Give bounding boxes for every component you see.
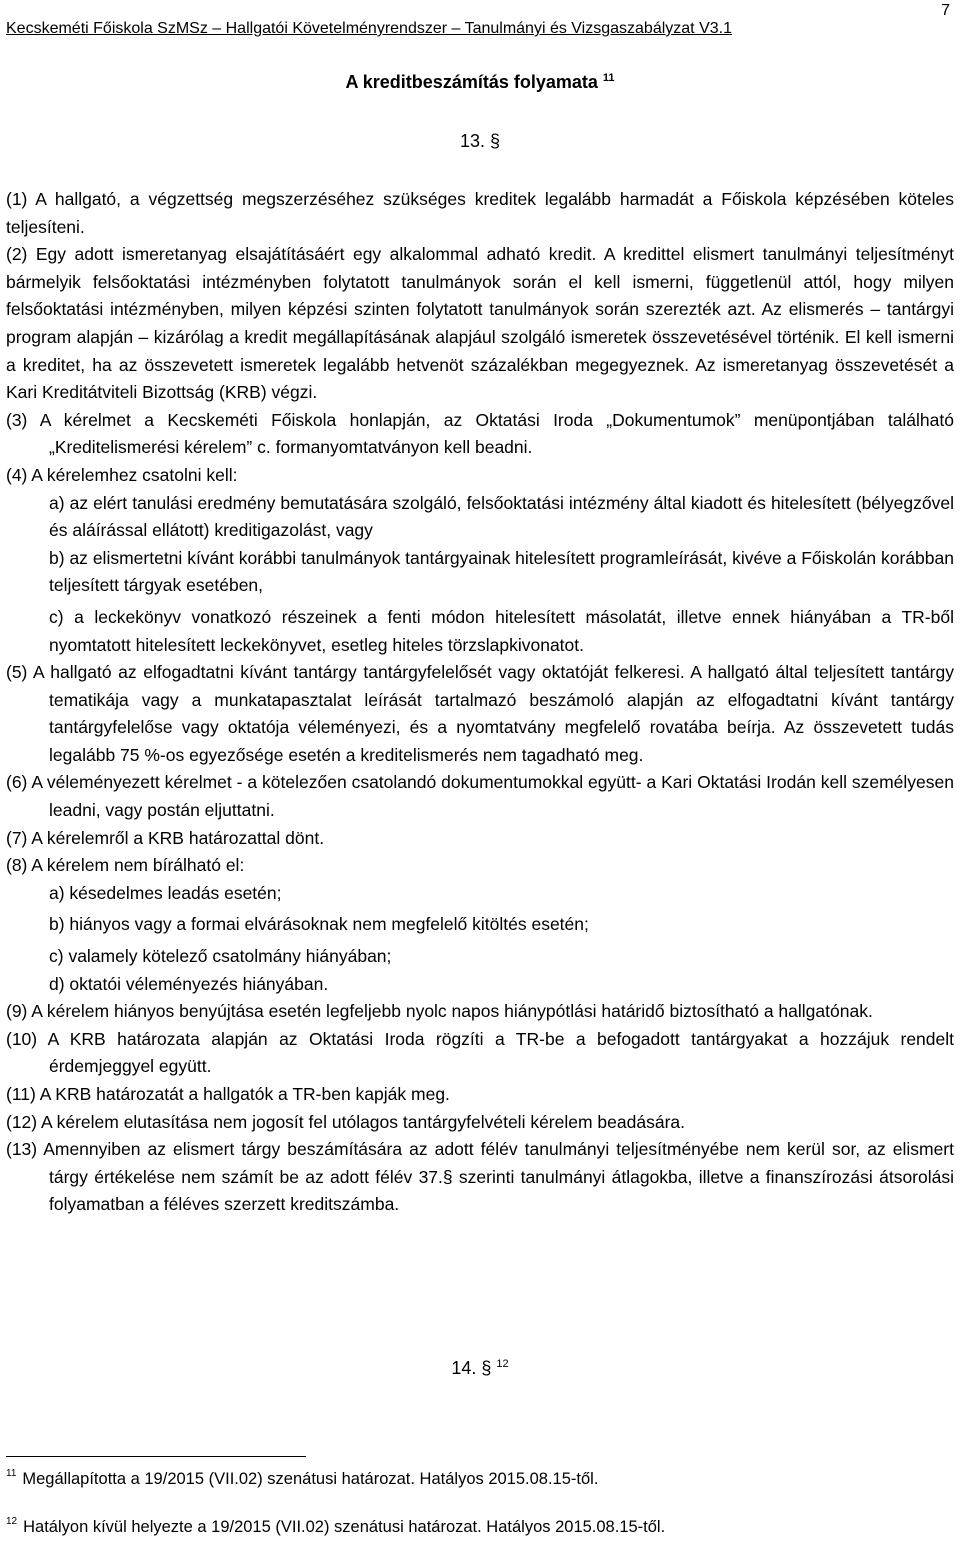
clause-11: (11) A KRB határozatát a hallgatók a TR-ben kapják meg. <box>6 1084 450 1104</box>
clause-3: (3) A kérelmet a Kecskeméti Főiskola honlapján, az Oktatási Iroda „Dokumentumok” menüpontjában található „Kreditelismerési kérelem” c. formanyomtatványon kell beadni. <box>6 409 954 458</box>
clause-8d: d) oktatói véleményezés hiányában. <box>49 973 329 994</box>
footnote-ref-12[interactable]: 12 <box>496 1358 509 1370</box>
clause-4b: b) az elismertetni kívánt korábbi tanulmányok tantárgyainak hitelesített programleírását, kivéve a Főiskolán korábban teljesített tárgyak esetében, <box>49 547 954 596</box>
section-heading <box>0 72 960 93</box>
heading-text: A kreditbeszámítás folyamata <box>345 72 598 92</box>
page-number: 7 <box>941 2 950 19</box>
page-header <box>6 2 950 44</box>
clause-10: (10) A KRB határozata alapján az Oktatási Iroda rögzíti a TR-be a befogadott tantárgyakat a hozzájuk rendelt érdemjeggyel együtt. <box>6 1028 954 1077</box>
clause-5: (5) A hallgató az elfogadtatni kívánt tantárgy tantárgyfelelősét vagy oktatóját felkeresi. A hallgató által teljesített tantárgy tematikája vagy a munkatapasztalat leírását tartalmazó beszámoló alapján az elfogadtatni kívánt tantárgy tantárgyfelelőse vagy oktatója véleményezi, és a nyomtatvány megfelelő rovatába beírja. Az összevetett tudás legalább 75 %-os egyezősége esetén a kreditelismerés nem tagadható meg. <box>6 662 954 765</box>
clause-4a: a) az elért tanulási eredmény bemutatására szolgáló, felsőoktatási intézmény által kiadott és hitelesített (bélyegzővel és aláírással ellátott) kreditigazolást, vagy <box>49 492 954 541</box>
clause-8a: a) késedelmes leadás esetén; <box>49 882 282 903</box>
clause-7: (7) A kérelemről a KRB határozattal dönt. <box>6 827 325 848</box>
clause-13: (13) Amennyiben az elismert tárgy beszámítására az adott félév tanulmányi teljesítményébe nem kerül sor, az elismert tárgy értékelése nem számít be az adott félév 37.§ szerinti tanulmányi átlagokba, illetve a finanszírozási átsorolási folyamatban a féléves szerzett kreditszámba. <box>6 1139 954 1215</box>
footnote-number: 11 <box>6 1468 17 1479</box>
clause-4c: c) a leckekönyv vonatkozó részeinek a fenti módon hitelesített másolatát, illetve ennek hiányában a TR-ből nyomtatott hitelesített leckekönyvet, esetleg hiteles törzslapkivonatot. <box>49 606 954 655</box>
footnote-ref-11[interactable]: 11 <box>602 72 615 84</box>
clause-6: (6) A véleményezett kérelmet - a kötelezően csatolandó dokumentumokkal együtt- a Kari Oktatási Irodán kell személyesen leadni, vagy postán eljuttatni. <box>6 772 954 821</box>
footnote-11 <box>6 1468 598 1489</box>
footnote-text: Megállapította a 19/2015 (VII.02) szenátusi határozat. Hatályos 2015.08.15-től. <box>22 1470 599 1488</box>
clause-2: (2) Egy adott ismeretanyag elsajátításáért egy alkalommal adható kredit. A kredittel elismert tanulmányi teljesítményt bármelyik felsőoktatási intézményben folytatott tanulmányok során el kell ismerni, függetlenül attól, hogy milyen felsőoktatási intézményben, milyen képzési szinten folytatott tanulmányok során szerezték azt. Az elismerés – tantárgyi program alapján – kizárólag a kredit megállapításának alapjául szolgáló ismeretek összevetésével történik. El kell ismerni a kreditet, ha az összevetett ismeretek legalább hetvenöt százalékban megegyeznek. Az ismeretanyag összevetését a Kari Kreditátviteli Bizottság (KRB) végzi. <box>6 244 954 403</box>
clause-4: (4) A kérelemhez csatolni kell: <box>6 464 238 485</box>
clause-12: (12) A kérelem elutasítása nem jogosít fel utólagos tantárgyfelvételi kérelem beadására. <box>6 1111 685 1132</box>
clause-8b: b) hiányos vagy a formai elvárásoknak nem megfelelő kitöltés esetén; <box>49 914 589 935</box>
document-body <box>6 186 954 1219</box>
paragraph-number-13: 13. § <box>459 131 501 151</box>
paragraph-number-14 <box>0 1358 960 1379</box>
clause-8: (8) A kérelem nem bírálható el: <box>6 855 245 876</box>
footnote-separator <box>6 1456 306 1457</box>
clause-1: (1) A hallgató, a végzettség megszerzéséhez szükséges kreditek legalább harmadát a Főiskola képzésében köteles teljesíteni. <box>6 189 954 237</box>
clause-9: (9) A kérelem hiányos benyújtása esetén legfeljebb nyolc napos hiánypótlási határidő biztosítható a hallgatónak. <box>6 1001 873 1022</box>
running-title: Kecskeméti Főiskola SzMSz – Hallgatói Követelményrendszer – Tanulmányi és Vizsgaszabályzat V3.1 <box>6 20 732 37</box>
footnote-12 <box>6 1516 665 1537</box>
clause-8c: c) valamely kötelező csatolmány hiányában; <box>49 946 392 967</box>
footnote-number: 12 <box>6 1516 18 1527</box>
paragraph-14-label: 14. § <box>451 1358 492 1378</box>
footnote-text: Hatályon kívül helyezte a 19/2015 (VII.02) szenátusi határozat. Hatályos 2015.08.15-től. <box>23 1518 666 1536</box>
